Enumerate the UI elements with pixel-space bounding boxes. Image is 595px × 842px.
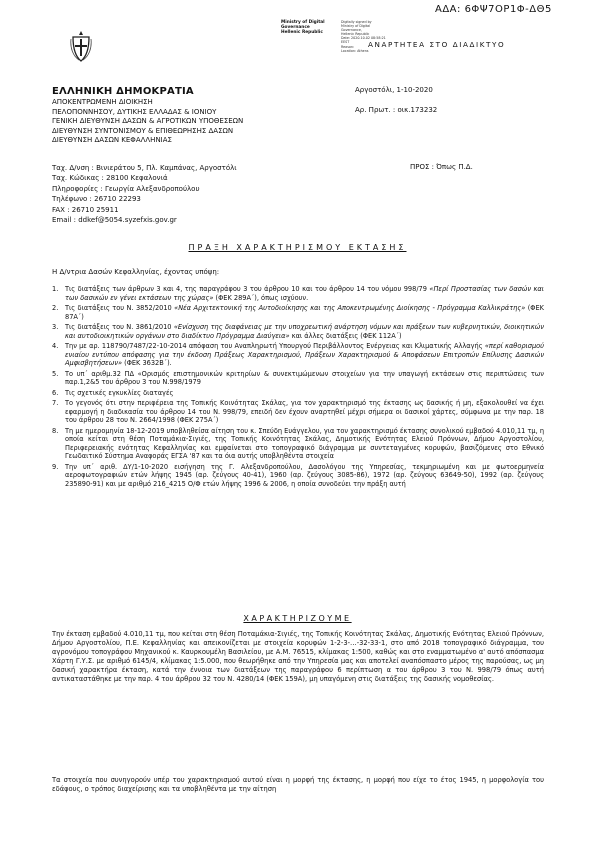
list-item-number: 7.: [52, 399, 59, 407]
signature-line: Digitally signed by: [341, 20, 372, 24]
document-title: [0, 243, 595, 252]
contact-phone: Τηλέφωνο : 26710 22293: [52, 195, 141, 204]
list-item-quoted-title: «περί καθορισμού ενιαίου εντύπου απόφασης για την έκδοση Πράξεως Χαρακτηρισμού, Πράξεων Χαρακτηρισμού & Αποφάσεων Επιτροπών Επίλυσης Δασικών Αμφισβητήσεων»: [65, 342, 545, 367]
list-item-text: και άλλες διατάξεις (ΦΕΚ 112Α΄): [289, 331, 402, 340]
list-item-text: Τις σχετικές εγκυκλίες διαταγές: [65, 388, 174, 397]
list-item-number: 6.: [52, 388, 59, 397]
justification-paragraph: Τα στοιχεία που συνηγορούν υπέρ του χαρακτηρισμού αυτού είναι η μορφή της έκτασης, η μορφή που είχε το έτος 1945, η μορφολογία του εδάφους, ο τρόπος διαχείρισης και τα υποβληθέντα με την αίτηση: [52, 776, 544, 793]
digital-governance-line: Governance: [281, 25, 310, 31]
list-item-text: Τις διατάξεις του Ν. 3861/2010: [65, 323, 174, 331]
contact-email: Email : ddkef@5054.syzefxis.gov.gr: [52, 216, 177, 225]
list-item-number: 2.: [52, 304, 59, 312]
contact-address: Ταχ. Δ/νση : Βινιεράτου 5, Πλ. Καμπάνας, Αργοστόλι: [52, 164, 237, 172]
list-item-number: 4.: [52, 342, 59, 350]
signature-line: Hellenic Republic: [341, 32, 370, 37]
date-protocol-block: [355, 86, 437, 126]
list-item-text: Τις διατάξεις των άρθρων 3 και 4, της παραγράφου 3 του άρθρου 10 και του άρθρου 14 του νόμου 998/79: [65, 285, 430, 293]
protocol-number: Αρ. Πρωτ. : οικ.173232: [355, 106, 438, 114]
list-item-text: Την με αρ. 118790/7487/22-10-2014 απόφαση του Αναπληρωτή Υπουργού Περιβάλλοντος Ενέργειας και Κλιματικής Αλλαγής: [65, 342, 485, 350]
list-item: [52, 323, 544, 340]
list-item: [52, 342, 544, 368]
authority-lines: [52, 98, 243, 146]
signature-line: Date: 2020.10.02 08:58:21: [341, 36, 386, 41]
posting-note: ΑΝΑΡΤΗΤΕΑ ΣΤΟ ΔΙΑΔΙΚΤΥΟ: [368, 40, 506, 49]
section-heading: [0, 614, 595, 623]
list-item-number: 3.: [52, 323, 59, 331]
list-item-text: (ΦΕΚ 289Α΄), όπως ισχύουν.: [213, 293, 309, 302]
digital-governance-line: Hellenic Republic: [281, 30, 323, 36]
list-item: [52, 463, 544, 489]
republic-title: ΕΛΛΗΝΙΚΗ ΔΗΜΟΚΡΑΤΙΑ: [52, 86, 194, 97]
authority-line: ΠΕΛΟΠΟΝΝΗΣΟΥ, ΔΥΤΙΚΗΣ ΕΛΛΑΔΑΣ & ΙΟΝΙΟΥ: [52, 107, 217, 116]
considerations-list: [52, 285, 544, 490]
ada-code: ΑΔΑ: 6ΦΨ7ΟΡ1Φ-ΔΘ5: [435, 4, 552, 15]
list-item: [52, 389, 544, 398]
list-item-text: Την υπ΄ αριθ. ΔΥ/1-10-2020 εισήγηση της Γ. Αλεξανδροπούλου, Δασολόγου της Υπηρεσίας, τεκμηριωμένη και με φωτοερμηνεία αεροφωτογραφιών ετών λήψης 1945 (αρ. ζεύγους 40-41), 1960 (αρ. ζεύγους 3085-86), 1972 (αρ. ζεύγους 63649-50), 1992 (αρ. ζεύγους 235890-91) και με αριθμό 216_4215 Ο/Φ ετών λήψης 1996 & 2006, η οποία συνοδεύει την πράξη αυτή: [65, 462, 544, 488]
list-item-quoted-title: «Περί Προστασίας των δασών και των δασικών εν γένει εκτάσεων της χώρας»: [65, 285, 544, 302]
digital-governance-label: [281, 20, 325, 36]
list-item-text: (ΦΕΚ 3632Β΄).: [122, 359, 172, 367]
list-item-number: 9.: [52, 462, 59, 471]
signature-line: Reason:: [341, 44, 355, 49]
digital-governance-line: Ministry of Digital: [281, 20, 325, 25]
signature-line: Location: Athens: [341, 48, 369, 53]
signature-line: EEST: [341, 40, 350, 45]
authority-line: ΑΠΟΚΕΝΤΡΩΜΕΝΗ ΔΙΟΙΚΗΣΗ: [52, 98, 153, 106]
place-date: Αργοστόλι, 1-10-2020: [355, 86, 433, 94]
section-heading-text: ΧΑΡΑΚΤΗΡΙΖΟΥΜΕ: [243, 614, 352, 623]
recipient: ΠΡΟΣ : Όπως Π.Δ.: [410, 163, 473, 171]
contact-fax: FAX : 26710 25911: [52, 205, 119, 214]
list-item: [52, 427, 544, 461]
list-item: [52, 399, 544, 425]
greek-emblem-icon: [70, 30, 92, 62]
list-item-number: 5.: [52, 369, 59, 378]
list-item: [52, 370, 544, 387]
list-item: [52, 304, 544, 321]
signature-line: Ministry of Digital: [341, 24, 371, 29]
list-item-text: Τις διατάξεις του Ν. 3852/2010: [65, 304, 175, 312]
decision-paragraph: Την έκταση εμβαδού 4.010,11 τμ, που κείται στη θέση Ποταμάκια-Σιγιές, της Τοπικής Κοινότητας Σκάλας, Δημοτικής Ενότητας Ελειού Πρόννων, Δήμου Αργοστολίου, Π.Ε. Κεφαλληνίας και απεικονίζεται με στοιχεία κορυφών 1-2-3-…-32-33-1, στο από 2018 τοπογραφικό διάγραμμα, του αγρονόμου τοπογράφου Μηχανικού κ. Καυρκουμέλη Βασιλείου, με Α.Μ. 76515, κλίμακας 1:500, καθώς και στο εναμματωμένο α' αυτό απόσπασμα Χάρτη Γ.Υ.Σ. με αριθμό 6145/4, κλίμακας 1:5.000, που θεωρήθηκε από την Υπηρεσία μας και αποτελεί αναπόσπαστο μέρος της παρούσας, ως μη δασική χαρακτήρα έκταση, κατά την έννοια των διατάξεων της παραγράφου 6 περίπτωση α του άρθρου 3 του Ν. 998/79 όπως αυτή αντικαταστάθηκε με την παρ. 4 του άρθρου 32 του Ν. 4280/14 (ΦΕΚ 159Α), μη υπαγόμενη στις διατάξεις της δασικής νομοθεσίας.: [52, 630, 544, 683]
list-item-text: Το υπ΄ αριθμ.32 ΠΔ «Ορισμός επιστημονικών κριτηρίων & συνεκτιμώμενων στοιχείων για την υπαγωγή εκτάσεων στις περιπτώσεις των παρ.1,2&5 του άρθρου 3 του Ν.998/1979: [65, 369, 544, 386]
authority-line: ΓΕΝΙΚΗ ΔΙΕΥΘΥΝΣΗ ΔΑΣΩΝ & ΑΓΡΟΤΙΚΩΝ ΥΠΟΘΕΣΕΩΝ: [52, 117, 244, 125]
contact-info-person: Πληροφορίες : Γεωργία Αλεξανδροπούλου: [52, 184, 200, 193]
list-item-text: Το γεγονός ότι στην περιφέρεια της Τοπικής Κοινότητας Σκάλας, για τον χαρακτηρισμό της έκτασης ως δασικής ή μη, εξακολουθεί να έχει εφαρμογή η διαδικασία του άρθρου 14 του Ν. 998/79, επειδή δεν έχουν αναρτηθεί μέχρι σήμερα οι δασικοί χάρτες, σύμφωνα με την παρ. 18 του άρθρου 28 του Ν. 2664/1998 (ΦΕΚ 275Α΄): [65, 399, 544, 424]
contact-postcode: Ταχ. Κώδικας : 28100 Κεφαλονιά: [52, 174, 168, 183]
list-item-number: 8.: [52, 426, 59, 435]
list-item-quoted-title: «Νέα Αρχιτεκτονική της Αυτοδιοίκησης και της Αποκεντρωμένης Διοίκησης - Πρόγραμμα Καλλικράτης»: [174, 304, 526, 312]
list-item: [52, 285, 544, 302]
contact-block: [52, 163, 237, 225]
authority-line: ΔΙΕΥΘΥΝΣΗ ΔΑΣΩΝ ΚΕΦΑΛΛΗΝΙΑΣ: [52, 136, 172, 144]
list-item-quoted-title: «Ενίσχυση της διαφάνειας με την υποχρεωτική ανάρτηση νόμων και πράξεων των κυβερνητικών, διοικητικών και αυτοδιοικητικών οργάνων στο διαδίκτυο Πρόγραμμα Διαύγεια»: [65, 323, 544, 340]
authority-line: ΔΙΕΥΘΥΝΣΗ ΣΥΝΤΟΝΙΣΜΟΥ & ΕΠΙΘΕΩΡΗΣΗΣ ΔΑΣΩΝ: [52, 126, 234, 135]
intro-line: Η Δ/ντρια Δασών Κεφαλληνίας, έχοντας υπόψη:: [52, 268, 220, 276]
list-item-text: Τη με ημερομηνία 18-12-2019 υποβληθείσα αίτηση του κ. Σπεύδη Ευάγγελου, για τον χαρακτηρισμό έκτασης συνολικού εμβαδού 4.010,11 τμ, η οποία κείται στη θέση Ποταμάκια-Σιγιές, της Τοπικής Κοινότητας Σκάλας, Δημοτικής Ενότητας Ελειού Πρόννων, Δήμου Αργοστολίου, Περιφερειακής ενότητας Κεφαλληνίας και εμφαίνεται στο τοπογραφικό διάγραμμα με συντεταγμένες κορυφών, βασιζόμενες στο Εθνικό Γεωδαιτικό Σύστημα Αναφοράς ΕΓΣΑ '87 και τα όια αυτής υποβληθέντα στοιχεία: [65, 426, 544, 460]
list-item-text: (ΦΕΚ 87Α΄): [65, 304, 544, 321]
list-item-number: 1.: [52, 285, 59, 293]
signature-line: Governance,: [341, 28, 362, 33]
document-title-text: ΠΡΑΞΗ ΧΑΡΑΚΤΗΡΙΣΜΟΥ ΕΚΤΑΣΗΣ: [188, 243, 407, 252]
